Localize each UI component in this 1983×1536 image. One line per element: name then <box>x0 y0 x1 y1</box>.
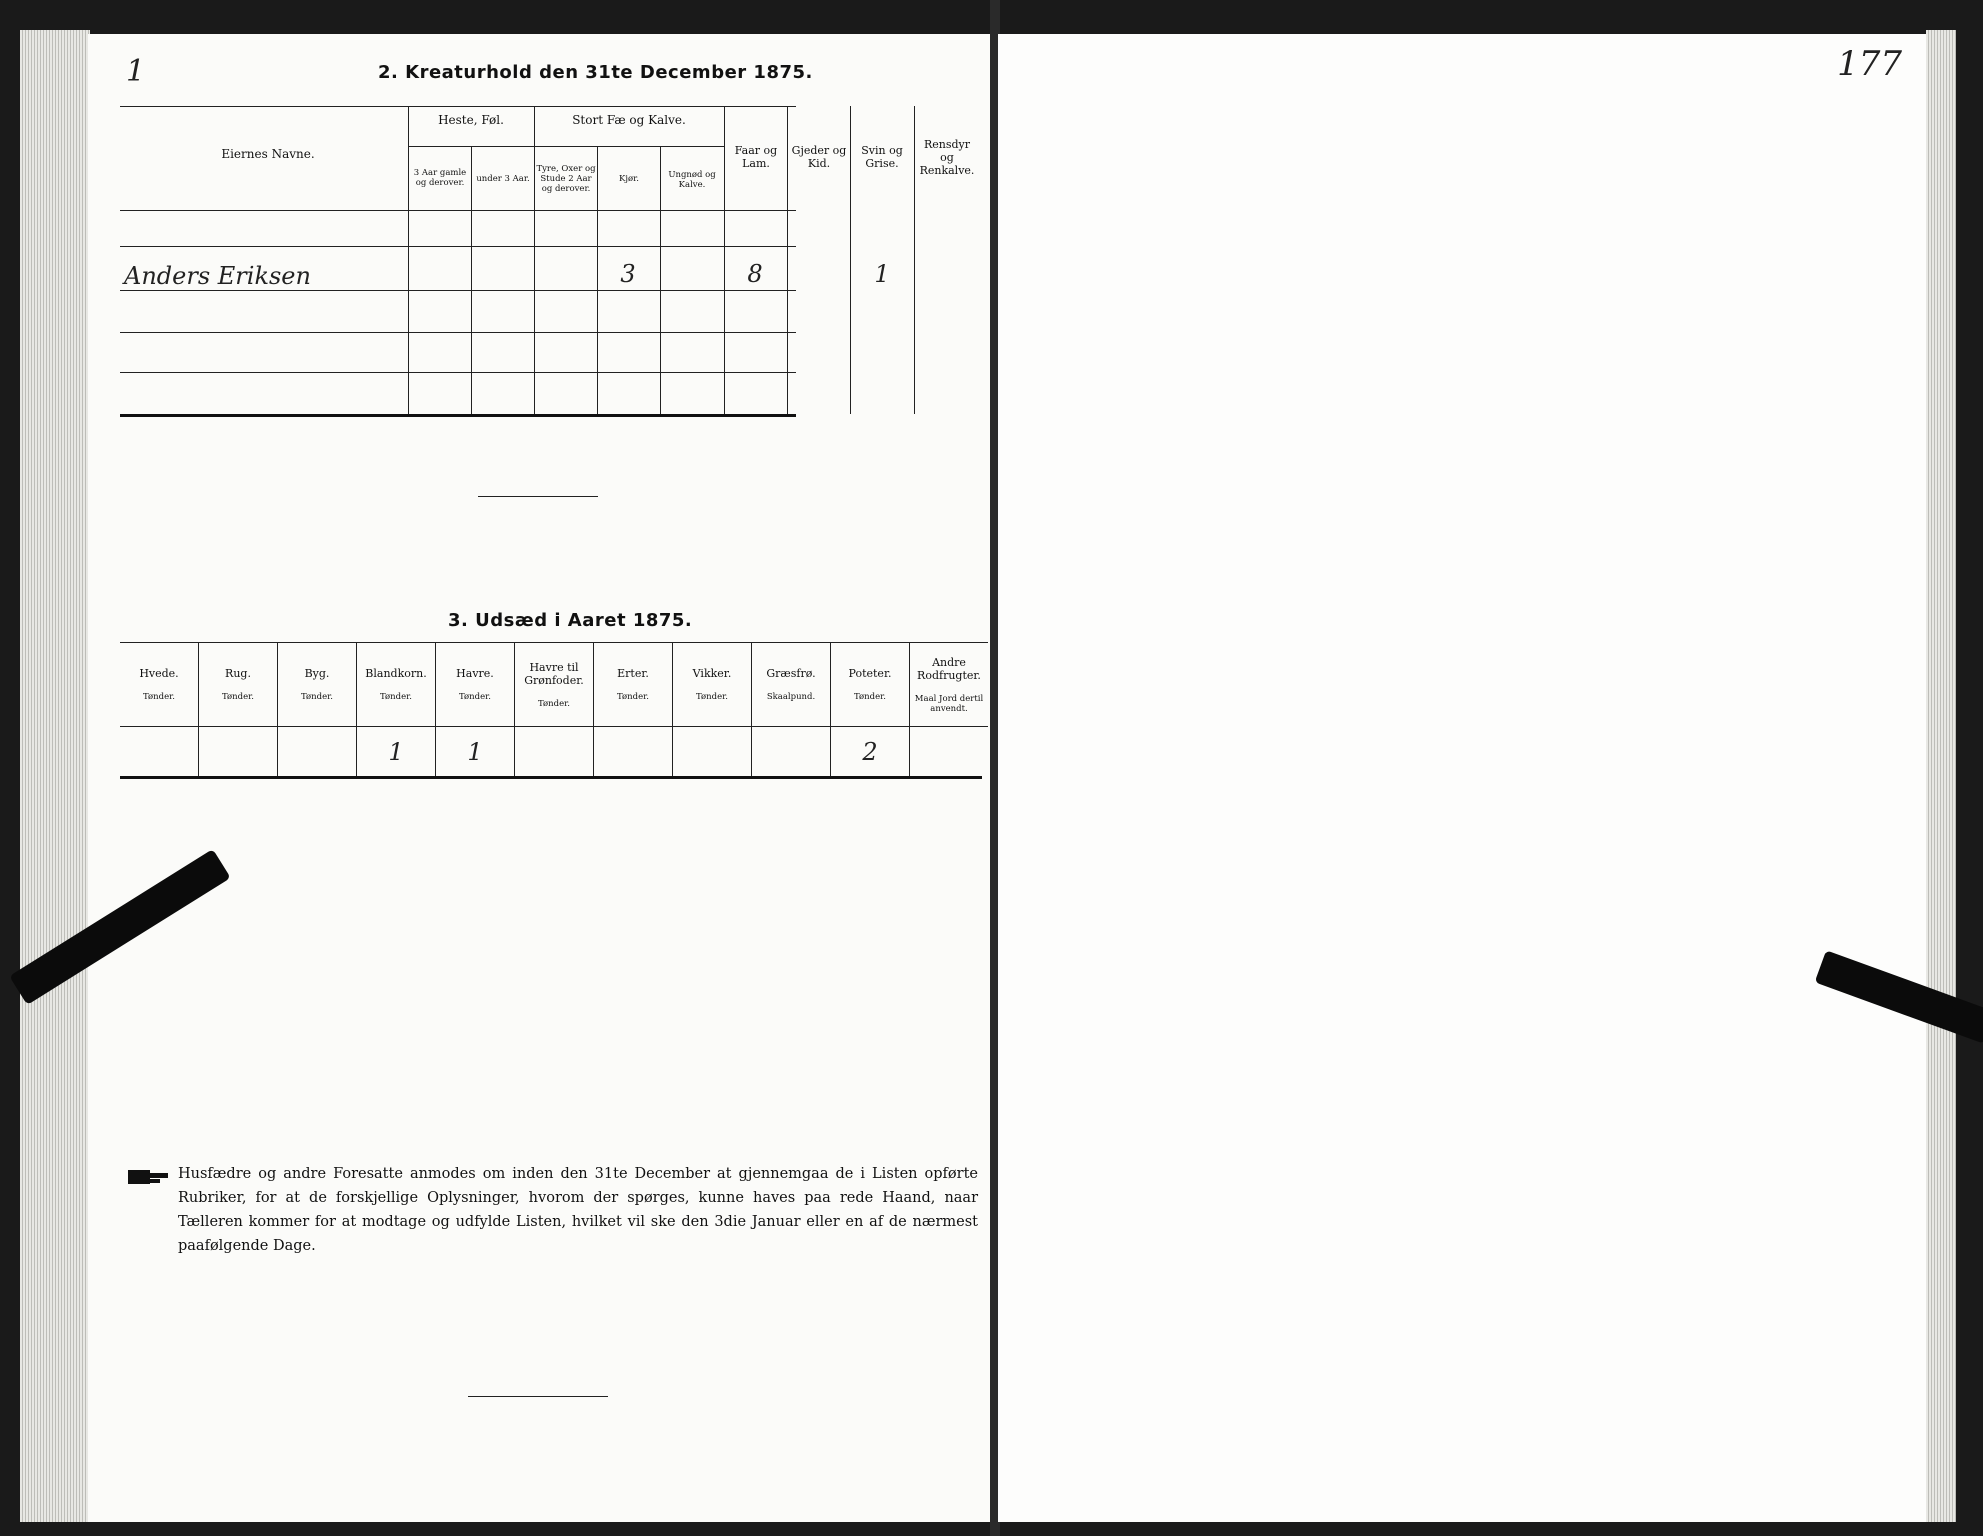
seed-value-5 <box>515 727 594 777</box>
seed-col-10 <box>910 643 989 727</box>
seed-title: 3. Udsæd i Aaret 1875. <box>448 610 693 631</box>
seed-col-name: Poteter. <box>848 667 892 680</box>
owner-name: Anders Eriksen <box>124 262 311 290</box>
seed-value-2 <box>278 727 357 777</box>
page-number-right: 177 <box>1837 44 1902 84</box>
col-reindeer: Rensdyr og Renkalve. <box>919 138 975 177</box>
left-page <box>88 34 993 1522</box>
seed-value-9: 2 <box>831 727 910 777</box>
horses-group-header: Heste, Føl. <box>438 113 504 127</box>
seed-col-3 <box>357 643 436 727</box>
seed-value-0 <box>120 727 199 777</box>
seed-col-name: Havre. <box>456 667 494 680</box>
seed-value-6 <box>594 727 673 777</box>
seed-value-1 <box>199 727 278 777</box>
seed-col-unit: Tønder. <box>538 698 570 709</box>
page-edges-left <box>20 30 90 1522</box>
col-cows: Kjør. <box>619 174 639 184</box>
seed-col-5 <box>515 643 594 727</box>
seed-col-unit: Tønder. <box>143 692 175 702</box>
seed-col-name: Andre Rodfrugter. <box>917 655 981 682</box>
col-pigs: Svin og Grise. <box>861 144 903 170</box>
seed-col-name: Blandkorn. <box>365 667 427 680</box>
seed-col-9 <box>831 643 910 727</box>
seed-col-unit: Skaalpund. <box>766 692 816 702</box>
seed-col-name: Græsfrø. <box>766 667 816 680</box>
livestock-title: 2. Kreaturhold den 31te December 1875. <box>378 62 813 83</box>
seed-col-unit: Maal Jord dertil anvendt. <box>914 693 984 714</box>
sheep-value: 8 <box>747 260 763 288</box>
col-horse-3yr: 3 Aar gamle og derover. <box>413 168 467 188</box>
seed-col-8 <box>752 643 831 727</box>
page-number-left: 1 <box>126 54 146 89</box>
seed-col-4 <box>436 643 515 727</box>
page-edges-right <box>1926 30 1956 1522</box>
col-horse-under3: under 3 Aar. <box>476 174 530 184</box>
cows-value: 3 <box>620 260 636 288</box>
notice-text: Husfædre og andre Foresatte anmodes om inden den 31te December at gjennemgaa de i Listen opførte Rubriker, for at de forskjellige Oplysninger, hvorom der spørges, kunne haves paa rede Haand, naar Tælleren kommer for at modtage og udfylde Listen, hvilket vil ske den 3die Januar eller en af de nærmest paafølgende Dage. <box>178 1166 978 1254</box>
seed-col-unit: Tønder. <box>222 692 254 702</box>
seed-col-7 <box>673 643 752 727</box>
owner-header: Eiernes Navne. <box>221 147 315 161</box>
seed-col-name: Vikker. <box>692 667 732 680</box>
seed-col-name: Erter. <box>617 667 649 680</box>
seed-col-2 <box>278 643 357 727</box>
section-divider <box>478 496 598 497</box>
col-goats: Gjeder og Kid. <box>791 144 847 170</box>
bottom-divider <box>468 1396 608 1397</box>
seed-value-8 <box>752 727 831 777</box>
seed-value-4: 1 <box>436 727 515 777</box>
seed-col-unit: Tønder. <box>617 692 649 702</box>
seed-col-unit: Tønder. <box>380 692 412 702</box>
seed-col-name: Hvede. <box>139 667 179 680</box>
seed-col-0 <box>120 643 199 727</box>
seed-value-3: 1 <box>357 727 436 777</box>
seed-col-1 <box>199 643 278 727</box>
cattle-group-header: Stort Fæ og Kalve. <box>572 113 686 127</box>
col-bulls: Tyre, Oxer og Stude 2 Aar og derover. <box>536 164 596 194</box>
seed-col-unit: Tønder. <box>696 692 728 702</box>
seed-col-unit: Tønder. <box>459 692 491 702</box>
seed-col-name: Havre til Grønfoder. <box>524 660 584 687</box>
seed-col-unit: Tønder. <box>301 692 333 702</box>
seed-col-name: Byg. <box>304 667 330 680</box>
seed-value-10 <box>910 727 989 777</box>
right-page <box>998 34 1926 1522</box>
col-young: Ungnød og Kalve. <box>668 170 716 190</box>
seed-col-unit: Tønder. <box>854 692 886 702</box>
seed-col-name: Rug. <box>225 667 251 680</box>
seed-value-7 <box>673 727 752 777</box>
pointing-hand-icon <box>126 1166 170 1188</box>
pigs-value: 1 <box>874 260 890 288</box>
col-sheep: Faar og Lam. <box>734 144 778 170</box>
seed-col-6 <box>594 643 673 727</box>
